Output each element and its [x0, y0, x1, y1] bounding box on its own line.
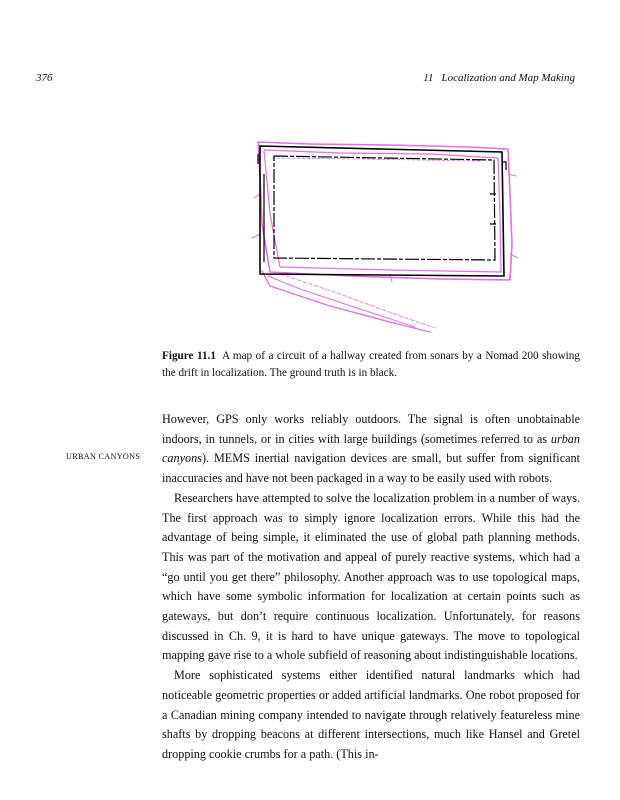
- figure-caption-text: A map of a circuit of a hallway created from sonars by a Nomad 200 showing the drift in localization. The ground truth is in black.: [162, 350, 580, 379]
- body-text: [162, 410, 580, 765]
- paragraph-3: More sophisticated systems either identified natural landmarks which had noticeable geometric properties or added artificial landmarks. One robot proposed for a Canadian mining company intended to navigate through relatively featureless mine shafts by dropping beacons at different intersections, much like Hansel and Gretel dropping cookie crumbs for a path. (This in-: [162, 668, 580, 761]
- sonar-trace-drift-tail: [262, 271, 430, 332]
- sonar-trace-noise: [252, 174, 518, 282]
- hallway-map-figure: [240, 134, 520, 339]
- paragraph-1-part-1: However, GPS only works reliably outdoors. The signal is often unobtainable indoors, in tunnels, or in cities with large buildings (sometimes referred to as: [162, 412, 580, 446]
- paragraph-1: [162, 410, 580, 489]
- ground-truth-doorway-top: [258, 154, 506, 224]
- ground-truth-outer: [260, 146, 504, 276]
- sonar-trace-inner: [264, 150, 501, 272]
- chapter-title: Localization and Map Making: [441, 72, 575, 84]
- margin-note: URBAN CANYONS: [66, 452, 141, 461]
- ground-truth-map: [258, 146, 506, 276]
- page-number: 376: [36, 72, 53, 84]
- sonar-trace-top: [272, 158, 480, 161]
- paragraph-2: Researchers have attempted to solve the localization problem in a number of ways. The first approach was to simply ignore localization errors. While this had the advantage of being simple, it eliminated the use of global path planning methods. This was part of the motivation and appeal of purely reactive systems, which had a “go until you get there” philosophy. Another approach was to use topological maps, which have some symbolic information for localization at certain points such as gateways, but don’t require continuous localization. Unfortunately, for reasons discussed in Ch. 9, it is hard to have unique gateways. The move to topological mapping gave rise to a whole subfield of reasoning about indistinguishable locations.: [162, 490, 580, 663]
- figure-caption: [162, 348, 580, 382]
- paragraph-1-part-2: ). MEMS inertial navigation devices are small, but suffer from significant inaccuracies and have not been packaged in a way to be easily used with robots.: [162, 451, 580, 486]
- sonar-map-drift: [252, 142, 518, 332]
- hallway-map-svg: [240, 134, 520, 339]
- chapter-number: 11: [423, 72, 434, 84]
- paragraph-1-term: urban canyons: [162, 431, 580, 466]
- figure-label: Figure 11.1: [162, 350, 216, 362]
- sonar-trace-drift-tail-2: [268, 276, 415, 327]
- ground-truth-inner: [274, 156, 495, 260]
- sonar-trace-drift-tail-3: [280, 274, 435, 328]
- running-head: [423, 72, 575, 84]
